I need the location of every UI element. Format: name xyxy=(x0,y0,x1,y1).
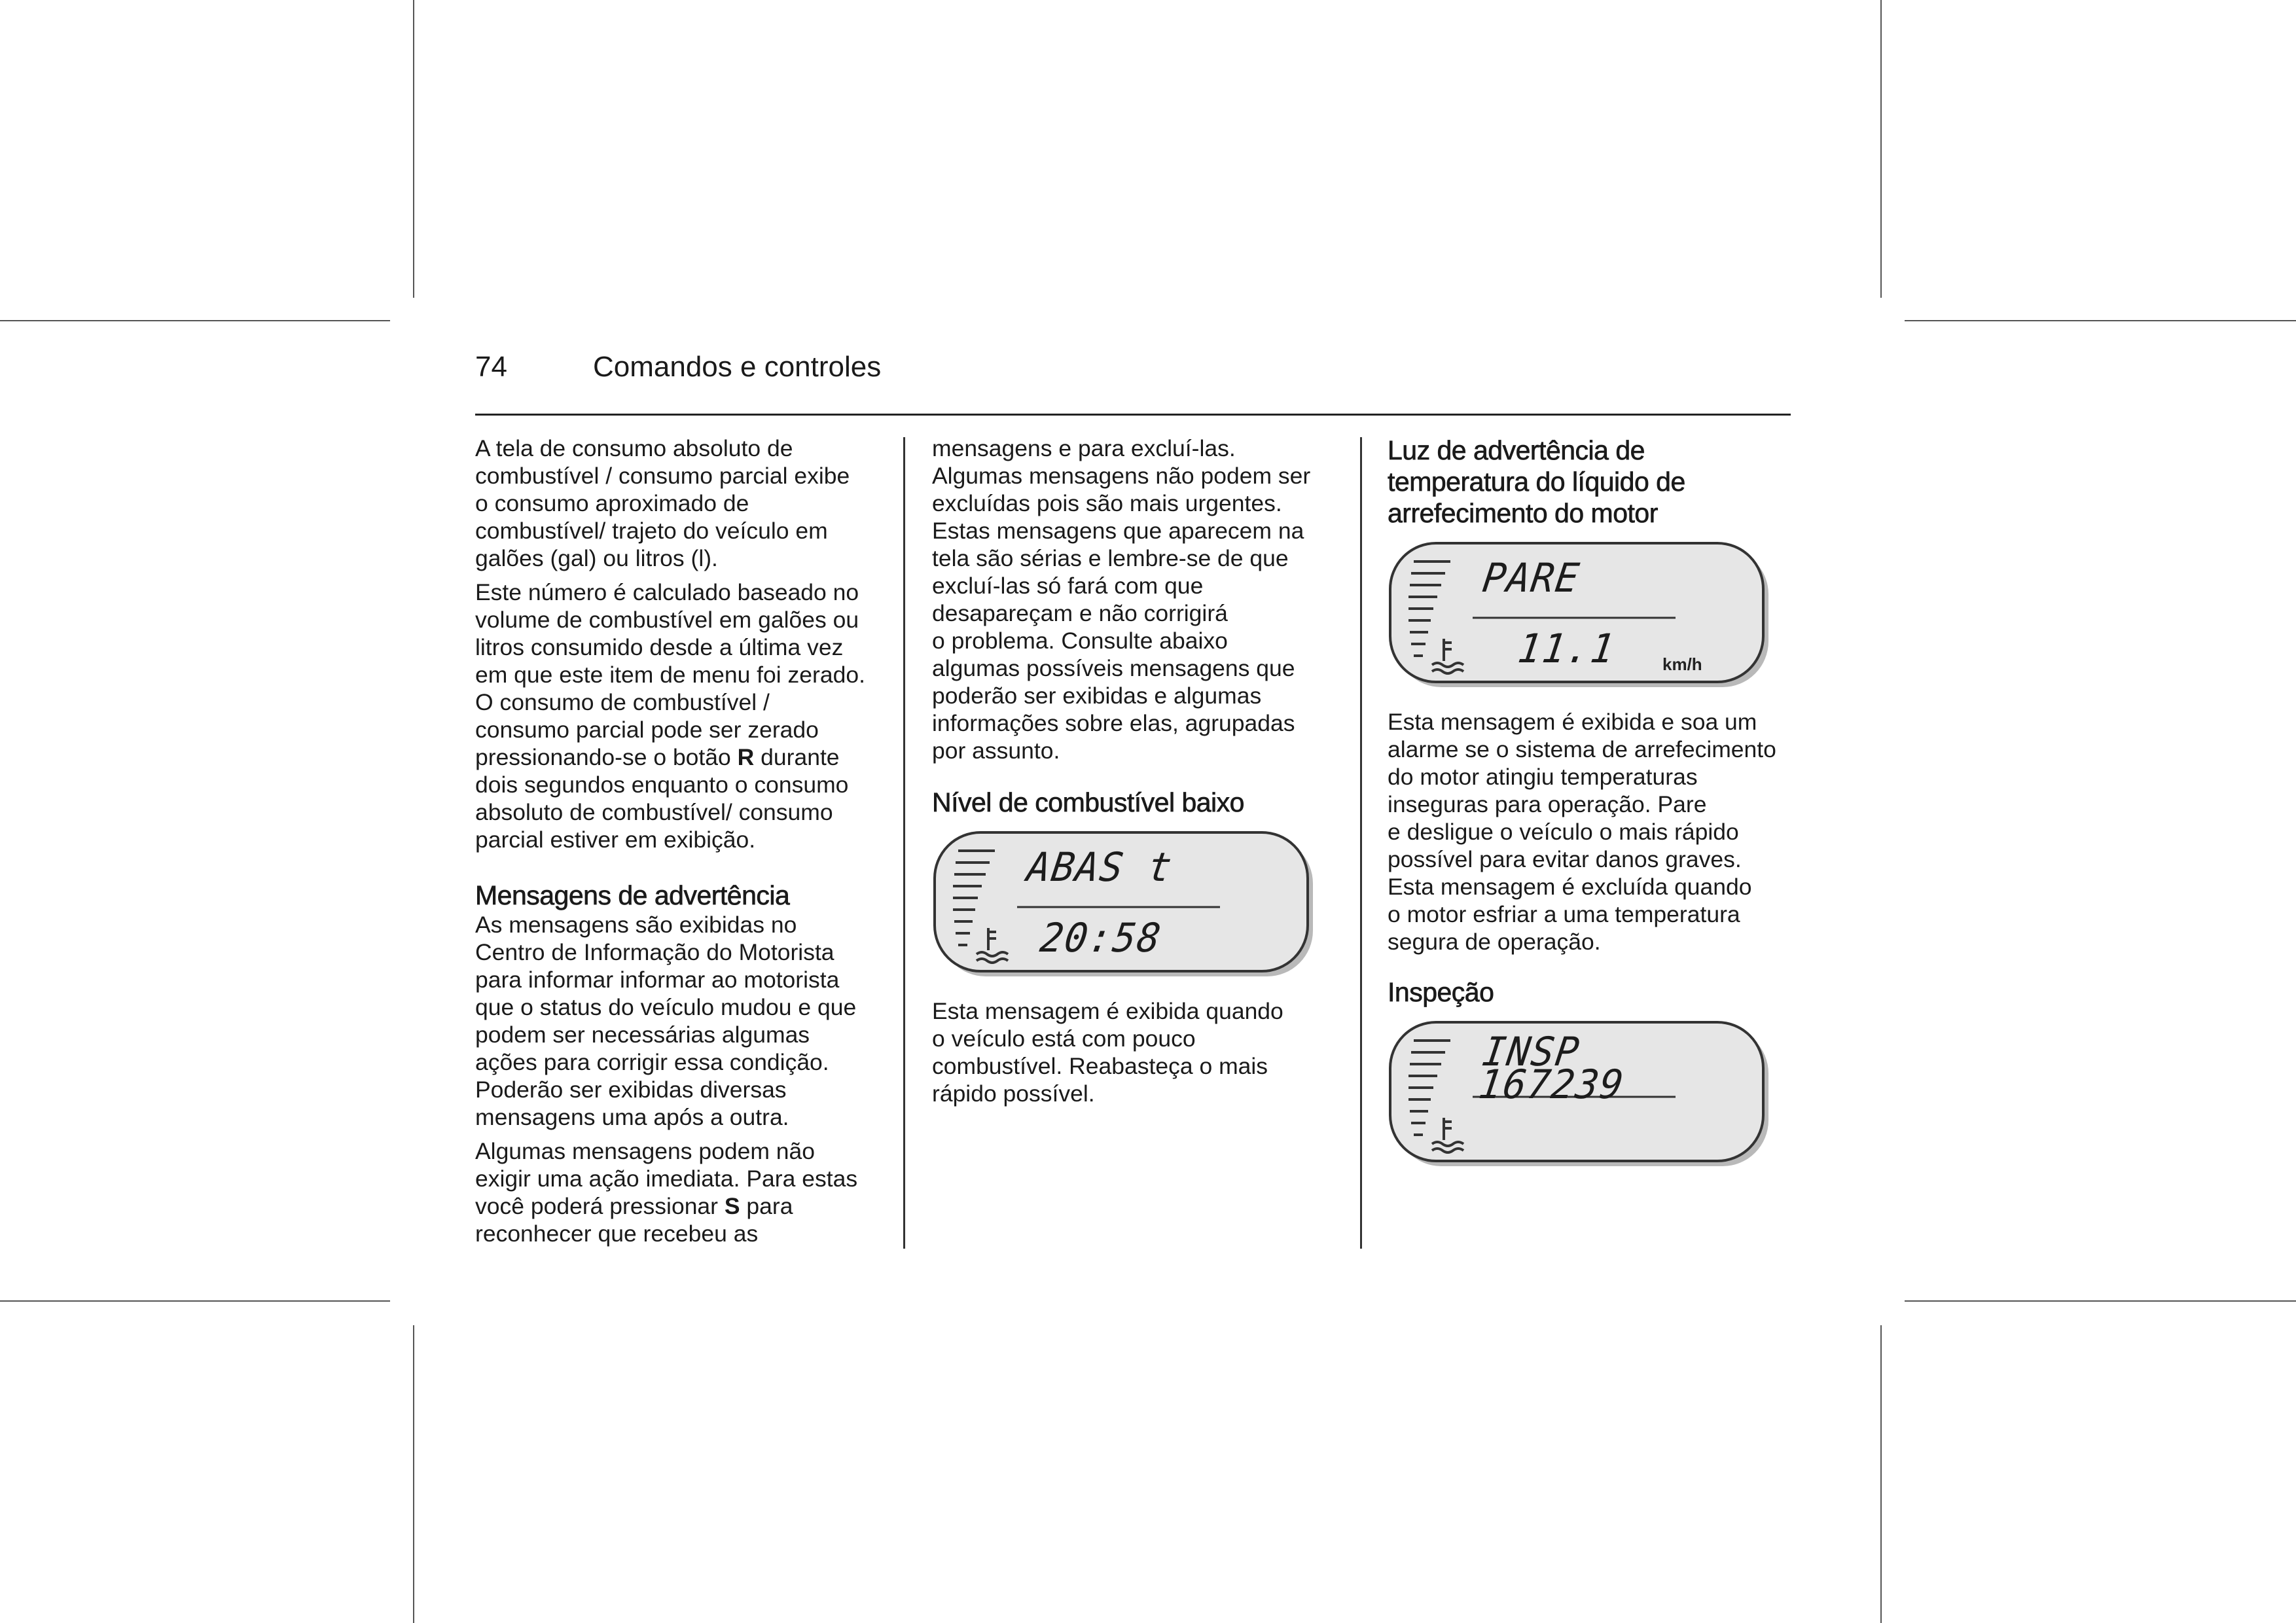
text-run: para reconhecer que recebeu as xyxy=(475,1193,793,1247)
lcd-top-text: ABAS t xyxy=(1024,844,1176,891)
page-number: 74 xyxy=(475,351,507,383)
column-divider xyxy=(903,437,905,1249)
lcd-display-low-fuel xyxy=(932,830,1318,980)
page-title: Comandos e controles xyxy=(593,351,882,383)
section-heading-inspection: Inspeção xyxy=(1388,977,1494,1007)
column-2 xyxy=(932,435,1344,1114)
column-1 xyxy=(475,435,888,1254)
lcd-bottom-text: 11.1 xyxy=(1515,625,1619,672)
crop-mark xyxy=(413,0,414,298)
lcd-top-text: PARE xyxy=(1479,554,1583,601)
text-run: Algumas mensagens podem não exigir uma ação imediata. Para estas você poderá pressionar xyxy=(475,1138,858,1219)
section-heading-low-fuel: Nível de combustível baixo xyxy=(932,787,1244,817)
lcd-bottom-text: 167239 xyxy=(1475,1061,1628,1108)
paragraph: Esta mensagem é exibida e soa um alarme se o sistema de arrefecimento do motor atingiu temperaturas inseguras para operação. Pare e desligue o veículo o mais rápido possível para evitar danos graves. Esta mensagem é excluída quando o motor esfriar a uma temperatura segura de operação. xyxy=(1388,709,1776,955)
header-rule xyxy=(475,414,1791,416)
lcd-display-coolant-temp xyxy=(1388,541,1774,691)
crop-mark xyxy=(1880,1325,1882,1623)
button-r-label: R xyxy=(737,744,755,770)
text-run: durante dois segundos enquanto o consumo absoluto de combustível/ consumo parcial estiver em exibição. xyxy=(475,744,849,853)
crop-mark xyxy=(0,320,390,321)
paragraph: Esta mensagem é exibida quando o veículo está com pouco combustível. Reabasteça o mais rápido possível. xyxy=(932,998,1283,1107)
paragraph xyxy=(475,1137,888,1247)
crop-mark xyxy=(413,1325,414,1623)
section-heading-warnings: Mensagens de advertência xyxy=(475,880,790,910)
lcd-unit: km/h xyxy=(1662,654,1702,674)
paragraph: As mensagens são exibidas no Centro de Informação do Motorista para informar informar ao motorista que o status do veículo mudou e que podem ser necessárias algumas ações para corrigir essa condição. Poderão ser exibidas diversas mensagens uma após a outra. xyxy=(475,912,857,1130)
paragraph: mensagens e para excluí-las. Algumas mensagens não podem ser excluídas pois são mais urgentes. Estas mensagens que aparecem na tela são sérias e lembre-se de que excluí-las só fará com que desapareçam e não corrigirá o problema. Consulte abaixo algumas possíveis mensagens que poderão ser exibidas e algumas informações sobre elas, agrupadas por assunto. xyxy=(932,435,1311,764)
column-divider xyxy=(1360,437,1362,1249)
lcd-bottom-text: 20:58 xyxy=(1037,914,1165,961)
button-s-label: S xyxy=(724,1193,740,1219)
lcd-display-inspection xyxy=(1388,1020,1774,1170)
section-heading-coolant-temp: Luz de advertência de temperatura do líquido de arrefecimento do motor xyxy=(1388,435,1685,528)
crop-mark xyxy=(0,1300,390,1302)
paragraph xyxy=(475,579,888,853)
crop-mark xyxy=(1880,0,1882,298)
column-3 xyxy=(1388,435,1800,1187)
text-run: Este número é calculado baseado no volume de combustível em galões ou litros consumido desde a última vez em que este item de menu foi zerado. O consumo de combustível / consumo parcial pode ser zerado pressionando-se o botão xyxy=(475,579,865,770)
paragraph: A tela de consumo absoluto de combustível / consumo parcial exibe o consumo aproximado de combustível/ trajeto do veículo em galões (gal) ou litros (l). xyxy=(475,435,850,571)
crop-mark xyxy=(1905,320,2296,321)
lcd-top-text: INSP xyxy=(1479,1028,1583,1075)
crop-mark xyxy=(1905,1300,2296,1302)
